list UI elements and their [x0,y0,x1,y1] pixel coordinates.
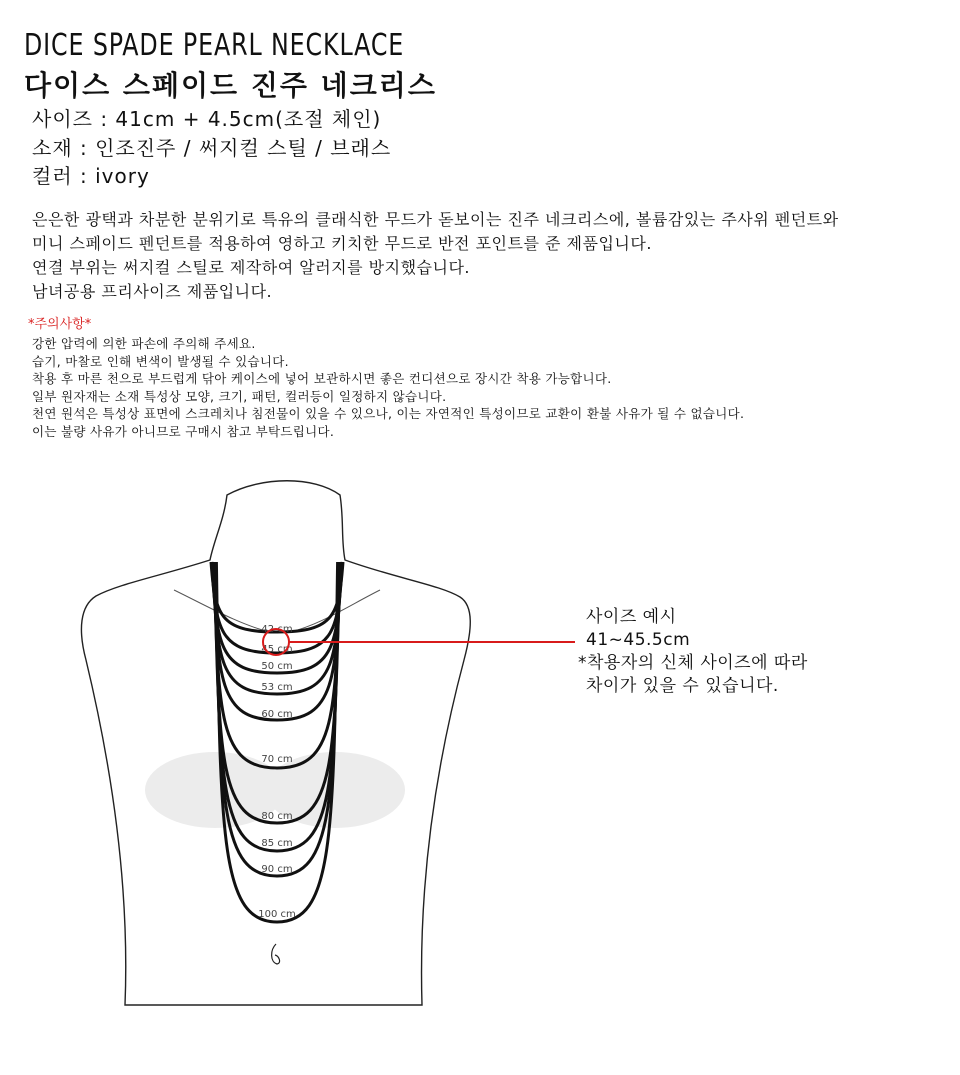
length-label: 50 cm [261,661,293,672]
size-highlight [263,629,575,655]
length-label: 80 cm [261,811,293,822]
description-line: 은은한 광택과 차분한 분위기로 특유의 클래식한 무드가 돋보이는 진주 네크리스에, 볼륨감있는 주사위 펜던트와 [32,210,839,229]
spec-color: 컬러 : ivory [32,164,150,188]
navel-mark [272,944,280,964]
caution-item: 착용 후 마른 천으로 부드럽게 닦아 케이스에 넣어 보관하시면 좋은 컨디션으로 장시간 착용 가능합니다. [32,371,612,386]
length-label: 45 cm [261,644,293,655]
length-label: 60 cm [261,709,293,720]
size-note-title: 사이즈 예시 [586,607,677,627]
spec-size: 사이즈 : 41cm + 4.5cm(조절 체인) [32,107,382,131]
caution-item: 강한 압력에 의한 파손에 주의해 주세요. [32,336,256,351]
length-label: 53 cm [261,682,293,693]
necklace-loops [211,562,343,922]
necklace-loop [211,562,343,632]
necklace-loop [212,562,342,673]
product-title-ko: 다이스 스페이드 진주 네크리스 [24,69,437,102]
size-note-range: 41~45.5cm [586,630,691,650]
description-line: 남녀공용 프리사이즈 제품입니다. [32,282,273,301]
description-line: 연결 부위는 써지컬 스틸로 제작하여 알러지를 방지했습니다. [32,258,471,277]
length-label: 90 cm [261,864,293,875]
size-note-disclaimer: *착용자의 신체 사이즈에 따라 [578,653,808,673]
length-label: 100 cm [258,909,296,920]
caution-item: 천연 원석은 특성상 표면에 스크레치나 침전물이 있을 수 있으나, 이는 자연적인 특성이므로 교환이 환불 사유가 될 수 없습니다. [32,406,745,421]
length-label: 70 cm [261,754,293,765]
caution-list [32,335,744,440]
caution-item: 이는 불량 사유가 아니므로 구매시 참고 부탁드립니다. [32,423,335,439]
necklace-loop [212,562,343,653]
length-label: 85 cm [261,838,293,849]
description-line: 미니 스페이드 펜던트를 적용하여 영하고 키치한 무드로 반전 포인트를 준 제품입니다. [32,234,652,253]
caution-item: 일부 원자재는 소재 특성상 모양, 크기, 패턴, 컬러등이 일정하지 않습니다. [32,388,447,404]
mannequin-body [81,481,470,1005]
size-note-disclaimer: 차이가 있을 수 있습니다. [586,676,779,696]
length-label: 42 cm [261,624,293,635]
spec-material: 소재 : 인조진주 / 써지컬 스틸 / 브래스 [32,136,392,160]
caution-item: 습기, 마찰로 인해 변색이 발생될 수 있습니다. [32,353,289,369]
product-title-en: DICE SPADE PEARL NECKLACE [24,28,405,63]
size-example-note [578,606,808,698]
size-guide-diagram [0,470,960,1075]
product-description [32,208,932,304]
caution-title: *주의사항* [28,317,92,332]
